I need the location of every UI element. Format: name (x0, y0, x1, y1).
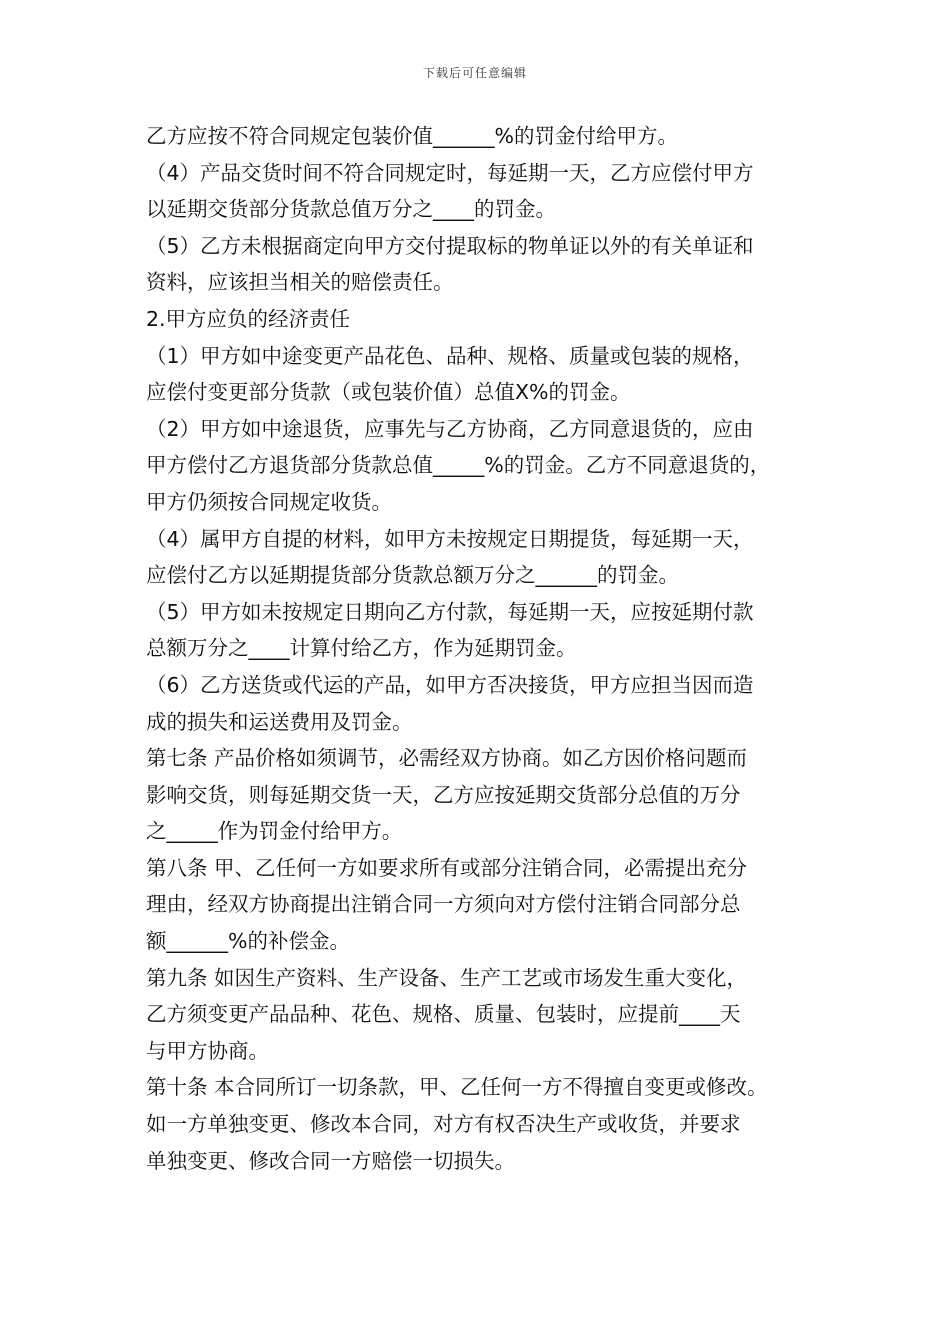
text-line: 第九条 如因生产资料、生产设备、生产工艺或市场发生重大变化， (146, 965, 748, 990)
text-line: 理由，经双方协商提出注销合同一方须向对方偿付注销合同部分总 (146, 892, 741, 917)
text-line: （1）甲方如中途变更产品花色、品种、规格、质量或包装的规格， (146, 343, 754, 368)
text-line: 应偿付变更部分货款（或包装价值）总值X%的罚金。 (146, 380, 631, 405)
text-line: 第七条 产品价格如须调节，必需经双方协商。如乙方因价格问题而 (146, 746, 748, 771)
text-line: 成的损失和运送费用及罚金。 (146, 709, 413, 734)
document-body (146, 118, 816, 1179)
text-line: 乙方应按不符合同规定包装价值______%的罚金付给甲方。 (146, 124, 678, 148)
text-line: 与甲方协商。 (146, 1038, 269, 1063)
text-line: 第八条 甲、乙任何一方如要求所有或部分注销合同，必需提出充分 (146, 855, 748, 880)
text-line: 影响交货，则每延期交货一天，乙方应按延期交货部分总值的万分 (146, 782, 741, 807)
text-line: 额______%的补偿金。 (146, 929, 350, 954)
page-header: 下载后可任意编辑 (422, 66, 527, 80)
text-line: 应偿付乙方以延期提货部分货款总额万分之______的罚金。 (146, 563, 679, 588)
text-line: （2）甲方如中途退货，应事先与乙方协商，乙方同意退货的，应由 (146, 416, 754, 441)
text-line: （6）乙方送货或代运的产品，如甲方否决接货，甲方应担当因而造 (146, 672, 754, 697)
text-line: （4）产品交货时间不符合同规定时，每延期一天，乙方应偿付甲方 (146, 160, 754, 185)
text-line: 2.甲方应负的经济责任 (146, 306, 351, 331)
text-line: 甲方仍须按合同规定收货。 (146, 489, 392, 514)
text-line: 以延期交货部分货款总值万分之____的罚金。 (146, 197, 556, 222)
text-line: （5）乙方未根据商定向甲方交付提取标的物单证以外的有关单证和 (146, 233, 754, 258)
text-line: 资料，应该担当相关的赔偿责任。 (146, 270, 454, 295)
text-line: 第十条 本合同所订一切条款，甲、乙任何一方不得擅自变更或修改。 (146, 1075, 768, 1100)
text-line: （5）甲方如未按规定日期向乙方付款，每延期一天，应按延期付款 (146, 599, 754, 624)
text-line: 之_____作为罚金付给甲方。 (146, 819, 403, 844)
text-line: 总额万分之____计算付给乙方，作为延期罚金。 (146, 636, 577, 661)
text-line: （4）属甲方自提的材料，如甲方未按规定日期提货，每延期一天， (146, 526, 754, 551)
text-line: 甲方偿付乙方退货部分货款总值_____%的罚金。乙方不同意退货的， (146, 453, 771, 478)
text-line: 单独变更、修改合同一方赔偿一切损失。 (146, 1148, 515, 1173)
text-line: 乙方须变更产品品种、花色、规格、质量、包装时，应提前____天 (146, 1002, 741, 1027)
text-line: 如一方单独变更、修改本合同，对方有权否决生产或收货，并要求 (146, 1112, 741, 1137)
